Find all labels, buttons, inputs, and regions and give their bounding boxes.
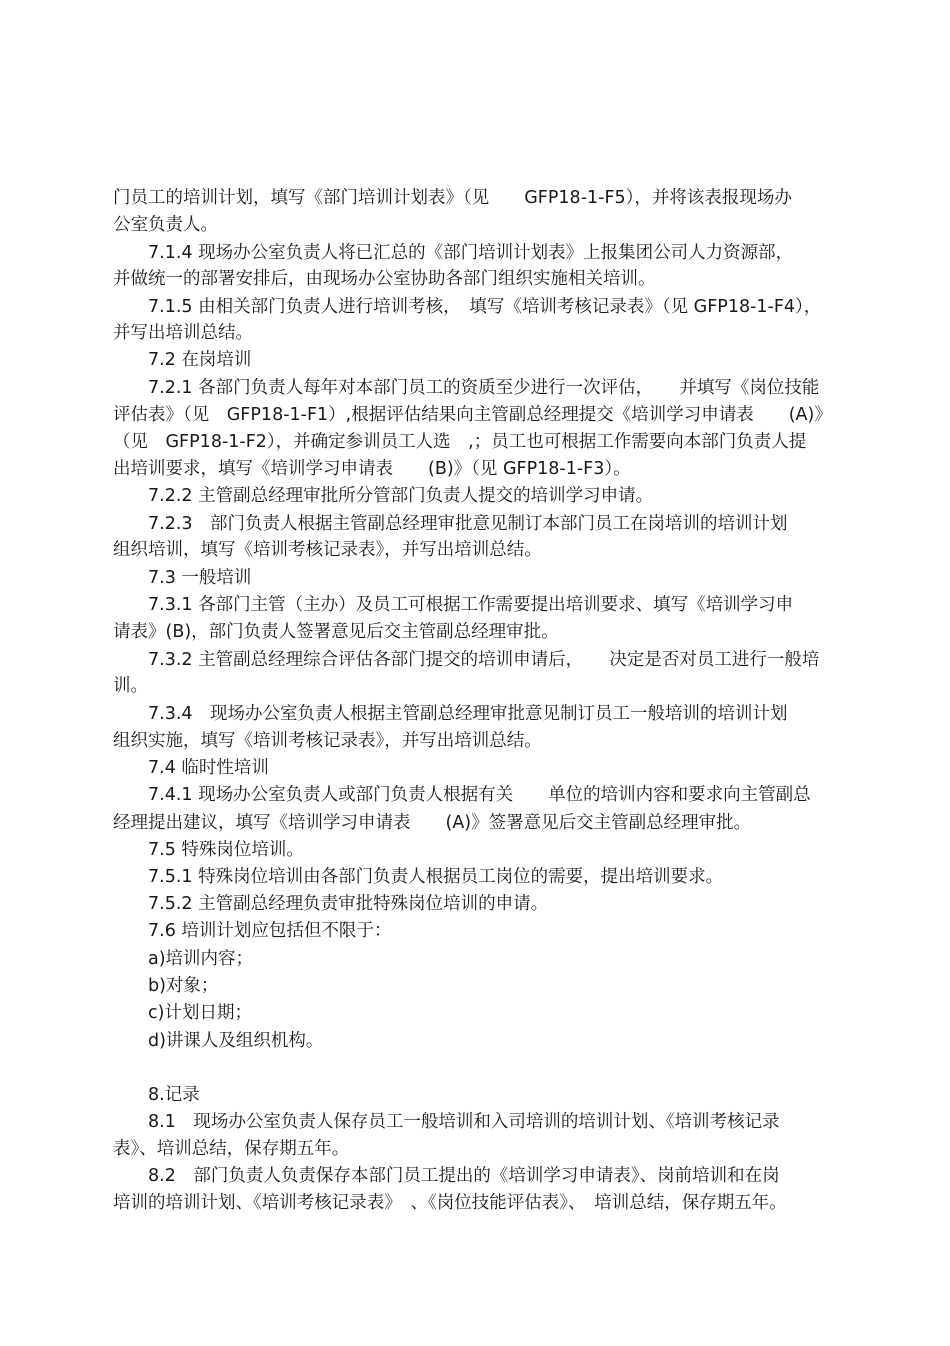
text-line: 7.1.4 现场办公室负责人将已汇总的《部门培训计划表》上报集团公司人力资源部， [148,243,794,263]
text-line: 7.4.1 现场办公室负责人或部门负责人根据有关 单位的培训内容和要求向主管副总 [148,785,811,805]
list-item: b)对象； [148,976,219,996]
text-line: 经理提出建议，填写《培训学习申请表 (A)》签署意见后交主管副总经理审批。 [113,813,752,833]
section-heading: 7.4 临时性培训 [148,758,269,778]
text-line: 并做统一的部署安排后，由现场办公室协助各部门组织实施相关培训。 [113,269,656,289]
list-item: d)讲课人及组织机构。 [148,1031,324,1051]
text-line: 训。 [113,676,148,696]
text-line: 8.2 部门负责人负责保存本部门员工提出的《培训学习申请表》、岗前培训和在岗 [148,1166,780,1186]
text-line: 公室负责人。 [113,215,218,235]
text-line: 培训的培训计划、《培训考核记录表》 、《岗位技能评估表》、 培训总结，保存期五年。 [113,1193,787,1213]
text-line: 7.2.2 主管副总经理审批所分管部门负责人提交的培训学习申请。 [148,486,654,506]
text-line: （见 GFP18-1-F2），并确定参训员工人选 ,；员工也可根据工作需要向本部门负责人提 [113,432,807,452]
text-line: 7.2.3 部门负责人根据主管副总经理审批意见制订本部门员工在岗培训的培训计划 [148,514,788,534]
text-line: 组织培训，填写《培训考核记录表》，并写出培训总结。 [113,540,542,560]
text-line: 7.3.4 现场办公室负责人根据主管副总经理审批意见制订员工一般培训的培训计划 [148,704,788,724]
text-line: 请表》(B)，部门负责人签署意见后交主管副总经理审批。 [113,622,559,642]
text-line: 评估表》（见 GFP18-1-F1）,根据评估结果向主管副总经理提交《培训学习申请表 (A)》 [113,405,832,425]
text-line: 7.5.1 特殊岗位培训由各部门负责人根据员工岗位的需要，提出培训要求。 [148,867,724,887]
section-heading: 8.记录 [148,1085,200,1105]
list-item: c)计划日期； [148,1003,252,1023]
text-line: 7.2.1 各部门负责人每年对本部门员工的资质至少进行一次评估， 并填写《岗位技能 [148,378,820,398]
section-heading: 7.6 培训计划应包括但不限于： [148,921,392,941]
text-line: 7.5.2 主管副总经理负责审批特殊岗位培训的申请。 [148,894,549,914]
section-heading: 7.3 一般培训 [148,568,252,588]
text-line: 7.3.1 各部门主管（主办）及员工可根据工作需要提出培训要求、填写《培训学习申 [148,595,794,615]
text-line: 并写出培训总结。 [113,323,253,343]
section-heading: 7.5 特殊岗位培训。 [148,840,304,860]
text-line: 表》、培训总结，保存期五年。 [113,1139,350,1159]
text-line: 出培训要求，填写《培训学习申请表 (B)》（见 GFP18-1-F3）。 [113,459,631,479]
text-line: 门员工的培训计划，填写《部门培训计划表》（见 GFP18-1-F5），并将该表报现场办 [113,188,792,208]
text-line: 8.1 现场办公室负责人保存员工一般培训和入司培训的培训计划、《培训考核记录 [148,1112,780,1132]
text-line: 7.3.2 主管副总经理综合评估各部门提交的培训申请后， 决定是否对员工进行一般培 [148,650,820,670]
text-line: 7.1.5 由相关部门负责人进行培训考核， 填写《培训考核记录表》（见 GFP18-1-F4）， [148,297,822,317]
text-line: 组织实施，填写《培训考核记录表》，并写出培训总结。 [113,731,542,751]
list-item: a)培训内容； [148,949,254,969]
section-heading: 7.2 在岗培训 [148,350,252,370]
